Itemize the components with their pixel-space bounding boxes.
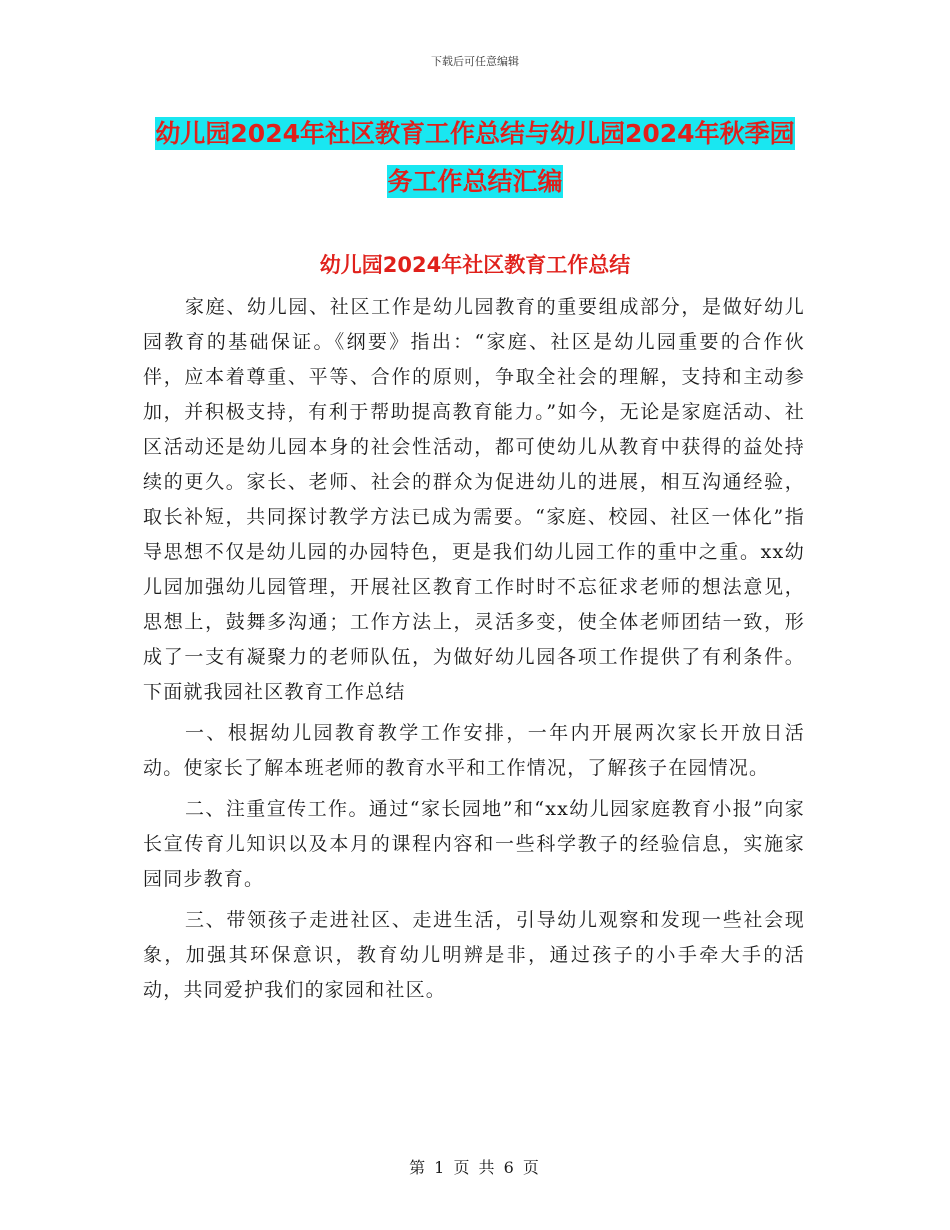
- paragraph: 二、注重宣传工作。通过“家长园地”和“xx幼儿园家庭教育小报”向家长宣传育儿知识以及本月的课程内容和一些科学教子的经验信息，实施家园同步教育。: [143, 798, 805, 890]
- document-title: [150, 110, 800, 206]
- paragraph: 三、带领孩子走进社区、走进生活，引导幼儿观察和发现一些社会现象，加强其环保意识，教育幼儿明辨是非，通过孩子的小手牵大手的活动，共同爱护我们的家园和社区。: [143, 909, 805, 1001]
- section-title: 幼儿园2024年社区教育工作总结: [319, 253, 631, 277]
- header-note: 下载后可任意编辑: [431, 55, 519, 68]
- document-body: [143, 290, 805, 1014]
- document-title-text: 幼儿园2024年社区教育工作总结与幼儿园2024年秋季园务工作总结汇编: [155, 119, 795, 196]
- paragraph: 家庭、幼儿园、社区工作是幼儿园教育的重要组成部分，是做好幼儿园教育的基础保证。《纲要》指出：“家庭、社区是幼儿园重要的合作伙伴，应本着尊重、平等、合作的原则，争取全社会的理解，支持和主动参加，并积极支持，有利于帮助提高教育能力。”如今，无论是家庭活动、社区活动还是幼儿园本身的社会性活动，都可使幼儿从教育中获得的益处持续的更久。家长、老师、社会的群众为促进幼儿的进展，相互沟通经验，取长补短，共同探讨教学方法已成为需要。“家庭、校园、社区一体化”指导思想不仅是幼儿园的办园特色，更是我们幼儿园工作的重中之重。xx幼儿园加强幼儿园管理，开展社区教育工作时时不忘征求老师的想法意见，思想上，鼓舞多沟通；工作方法上，灵活多变，使全体老师团结一致，形成了一支有凝聚力的老师队伍，为做好幼儿园各项工作提供了有利条件。下面就我园社区教育工作总结: [143, 296, 805, 703]
- page-number: 第 1 页 共 6 页: [409, 1158, 541, 1177]
- paragraph: 一、根据幼儿园教育教学工作安排，一年内开展两次家长开放日活动。使家长了解本班老师的教育水平和工作情况，了解孩子在园情况。: [143, 722, 805, 779]
